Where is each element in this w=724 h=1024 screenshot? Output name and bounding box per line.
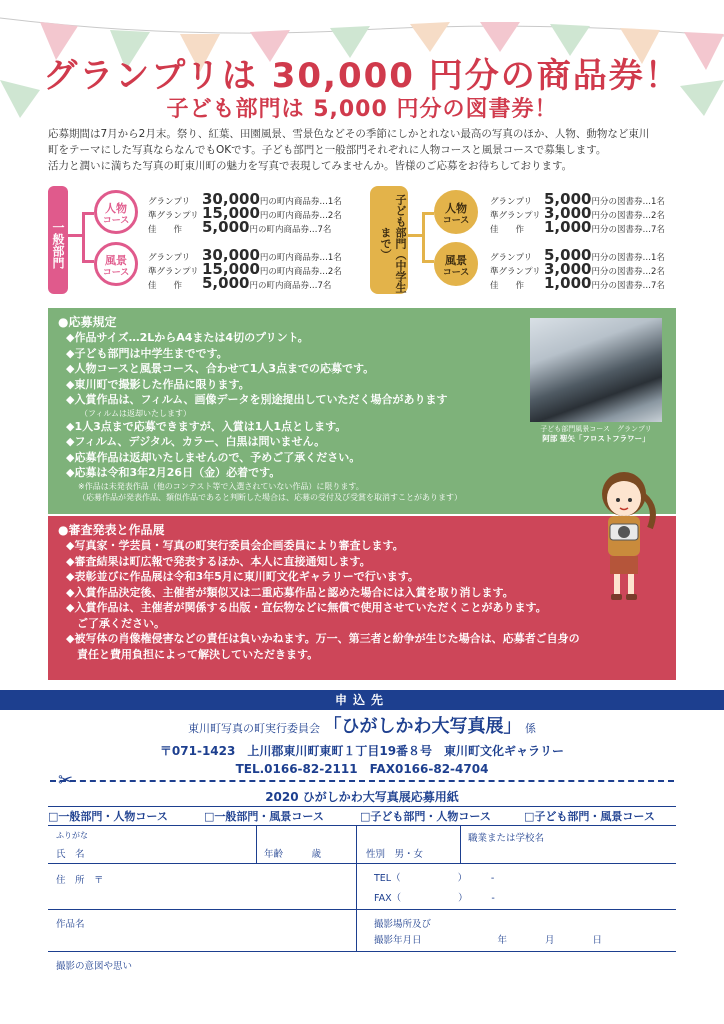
prize-rank: グランプリ: [148, 253, 191, 263]
prize-amount: 5,000: [202, 218, 250, 236]
prize-suffix: 円の町内商品券…7名: [249, 281, 332, 291]
intro-line-1: 応募期間は7月から2月末。祭り、紅葉、田園風景、雪景色などその季節にしかとれない最高の写真のほか、人物、動物など東川: [48, 128, 650, 140]
connector: [82, 212, 85, 262]
rule-item: ◆作品サイズ…2LからA4または4切のプリント。: [66, 331, 309, 344]
rules-panel: [48, 308, 676, 514]
review-list: [48, 538, 676, 662]
cut-line: [50, 780, 674, 782]
cell-divider: [356, 910, 357, 951]
form-row-name: [48, 826, 676, 864]
prize-suffix: 円の町内商品券…7名: [249, 225, 332, 235]
general-landscape-badge: [94, 242, 138, 286]
rule-note: （フィルムは返却いたします）: [80, 408, 192, 418]
cell-divider: [356, 826, 357, 863]
prize-rank: グランプリ: [490, 253, 533, 263]
prize-amount: 30,000: [202, 246, 260, 264]
review-item: ◆被写体の肖像権侵害などの責任は負いかねます。万一、第三者と紛争が生じた場合は、応募者ご自身の: [66, 632, 580, 645]
organizer-suffix: 係: [525, 722, 536, 735]
prize-row: [148, 274, 331, 292]
intro-line-3: 活力と潤いに満ちた写真の町東川町の魅力を写真で表現してみませんか。皆様のご応募をお待ちしております。: [48, 160, 573, 172]
prize-rank: 準グランプリ: [490, 267, 541, 277]
prize-suffix: 円の町内商品券…2名: [259, 267, 342, 277]
review-heading: ●審査発表と作品展: [58, 523, 165, 537]
rule-item: ◆1人3点まで応募できますが、入賞は1人1点とします。: [66, 419, 347, 433]
rule-item: ◆入賞作品は、フィルム、画像データを別途提出していただく場合があります: [66, 393, 448, 406]
prize-amount: 1,000: [544, 218, 592, 236]
review-panel: [48, 516, 676, 680]
badge-text: 人物: [105, 202, 127, 215]
frost-flower-photo: [530, 318, 662, 422]
prize-rank: グランプリ: [148, 197, 191, 207]
general-portrait-badge: [94, 190, 138, 234]
age-label: 年齢 歳: [264, 849, 322, 860]
checkbox-general-landscape[interactable]: □一般部門・風景コース: [204, 810, 324, 823]
organizer-prefix: 東川町写真の町実行委員会: [188, 722, 320, 735]
subheadline: 子ども部門は 5,000 円分の図書券！: [166, 97, 558, 122]
tel-field[interactable]: TEL（ ） -: [374, 873, 495, 884]
connector: [408, 234, 422, 237]
prize-amount: 5,000: [544, 190, 592, 208]
review-item: ◆審査結果は町広報で発表するほか、本人に直接通知します。: [66, 554, 371, 568]
intent-label: 撮影の意図や思い: [56, 961, 133, 972]
photo-caption: [530, 424, 662, 444]
phone-fax: TEL.0166-82-2111 FAX0166-82-4704: [235, 762, 489, 776]
occupation-label: 職業または学校名: [468, 833, 545, 844]
checkbox-kids-portrait[interactable]: □子ども部門・人物コース: [360, 810, 491, 823]
rule-item: ◆東川町で撮影した作品に限ります。: [66, 377, 250, 391]
badge-text: コース: [102, 268, 130, 278]
organizer: [0, 712, 724, 738]
form-row-work: [48, 910, 676, 952]
badge-text: コース: [442, 268, 470, 278]
rule-item: ◆子ども部門は中学生までです。: [66, 346, 228, 360]
prize-suffix: 円分の図書券…7名: [591, 225, 665, 235]
connector: [422, 212, 425, 262]
prize-rank: 準グランプリ: [148, 267, 199, 277]
fax-field[interactable]: FAX（ ） -: [374, 893, 495, 904]
rule-item: ◆フィルム、デジタル、カラー、白黒は問いません。: [66, 435, 326, 448]
prize-rank: グランプリ: [490, 197, 533, 207]
prize-amount: 15,000: [202, 260, 260, 278]
review-item: ご了承ください。: [66, 616, 165, 630]
prize-suffix: 円の町内商品券…2名: [259, 211, 342, 221]
girl-with-camera-illustration: [584, 468, 664, 608]
gender-label: 性別 男・女: [366, 849, 424, 860]
photo-caption-author: 阿部 聖矢「フロストフラワー」: [542, 434, 650, 443]
organizer-name: 「ひがしかわ大写真展」: [323, 716, 522, 737]
kids-landscape-badge: [434, 242, 478, 286]
rule-item: ◆応募作品は返却いたしませんので、予めご了承ください。: [66, 450, 361, 464]
connector: [82, 212, 94, 215]
prize-rank: 準グランプリ: [148, 211, 199, 221]
prize-amount: 15,000: [202, 204, 260, 222]
rules-heading: ●応募規定: [58, 315, 117, 329]
postal-address: 〒071-1423 上川郡東川町東町１丁目19番８号 東川町文化ギャラリー: [159, 744, 565, 758]
name-label: 氏 名: [56, 849, 85, 860]
connector: [422, 212, 434, 215]
prize-rank: 佳 作: [148, 281, 183, 291]
checkbox-general-portrait[interactable]: □一般部門・人物コース: [48, 810, 168, 823]
kids-division-label: 子ども部門（中学生まで）: [370, 186, 408, 294]
prize-rank: 佳 作: [490, 225, 525, 235]
cell-divider: [256, 826, 257, 863]
apply-heading-bar: 申込先: [0, 690, 724, 710]
connector: [68, 234, 82, 237]
form-row-address: [48, 864, 676, 910]
cell-divider: [356, 864, 357, 909]
date-label: 撮影年月日 年 月 日: [374, 935, 603, 946]
kids-portrait-badge: [434, 190, 478, 234]
rule-item: ◆人物コースと風景コース、合わせて1人3点までの応募です。: [66, 362, 375, 375]
place-label: 撮影場所及び: [374, 919, 432, 930]
prize-suffix: 円分の図書券…7名: [591, 281, 665, 291]
badge-text: コース: [442, 216, 470, 226]
furigana-label: ふりがな: [56, 831, 88, 840]
address-label: 住 所 〒: [56, 875, 104, 886]
general-division-label: 一般部門: [48, 186, 68, 294]
photo-caption-line: 子ども部門風景コース グランプリ: [540, 425, 652, 433]
connector: [422, 260, 434, 263]
prize-row: [490, 274, 665, 292]
badge-text: 風景: [105, 254, 127, 267]
checkbox-kids-landscape[interactable]: □子ども部門・風景コース: [524, 810, 655, 823]
rule-note: （応募作品が発表作品、類似作品であると判断した場合は、応募の受付及び受賞を取消すことがあります）: [78, 492, 462, 502]
badge-text: 人物: [445, 202, 467, 215]
badge-text: コース: [102, 216, 130, 226]
review-item: 責任と費用負担によって解決していただきます。: [66, 647, 319, 661]
connector: [82, 260, 94, 263]
intro-line-2: 町をテーマにした写真ならなんでもOKです。子ども部門と一般部門それぞれに人物コースと風景コースで募集します。: [48, 144, 607, 156]
prize-suffix: 円の町内商品券…1名: [259, 253, 342, 263]
review-item: ◆写真家・学芸員・写真の町実行委員会企画委員により審査します。: [66, 539, 404, 552]
prize-rank: 準グランプリ: [490, 211, 541, 221]
prize-suffix: 円分の図書券…2名: [591, 267, 665, 277]
form-title: 2020 ひがしかわ大写真展応募用紙: [265, 790, 459, 804]
prize-amount: 3,000: [544, 204, 592, 222]
intro-text: [48, 126, 688, 174]
prize-amount: 5,000: [202, 274, 250, 292]
badge-text: 風景: [445, 254, 467, 267]
prize-suffix: 円分の図書券…1名: [591, 253, 665, 263]
prize-amount: 3,000: [544, 260, 592, 278]
prize-suffix: 円分の図書券…1名: [591, 197, 665, 207]
prize-amount: 5,000: [544, 246, 592, 264]
prize-rank: 佳 作: [148, 225, 183, 235]
prize-suffix: 円の町内商品券…1名: [259, 197, 342, 207]
headline: グランプリは 30,000 円分の商品券！: [43, 56, 681, 96]
review-item: ◆入賞作品は、主催者が関係する出版・宣伝物などに無償で使用させていただくことがあります。: [66, 601, 547, 614]
prize-row: [148, 218, 331, 236]
rule-note: ※作品は未発表作品（他のコンテスト等で入選されていない作品）に限ります。: [78, 481, 364, 491]
prize-row: [490, 218, 665, 236]
prize-rank: 佳 作: [490, 281, 525, 291]
prize-suffix: 円分の図書券…2名: [591, 211, 665, 221]
awards-section: [48, 182, 688, 298]
category-checkboxes: [48, 806, 676, 826]
review-item: ◆表彰並びに作品展は令和3年5月に東川町文化ギャラリーで行います。: [66, 570, 419, 583]
rule-item: ◆応募は令和3年2月26日（金）必着です。: [66, 466, 281, 479]
scissors-icon: ✂: [58, 770, 74, 791]
prize-amount: 30,000: [202, 190, 260, 208]
review-item: ◆入賞作品決定後、主催者が類似又は二重応募作品と認めた場合には入賞を取り消します。: [66, 585, 514, 599]
cell-divider: [460, 826, 461, 863]
prize-amount: 1,000: [544, 274, 592, 292]
work-title-label: 作品名: [56, 919, 85, 930]
